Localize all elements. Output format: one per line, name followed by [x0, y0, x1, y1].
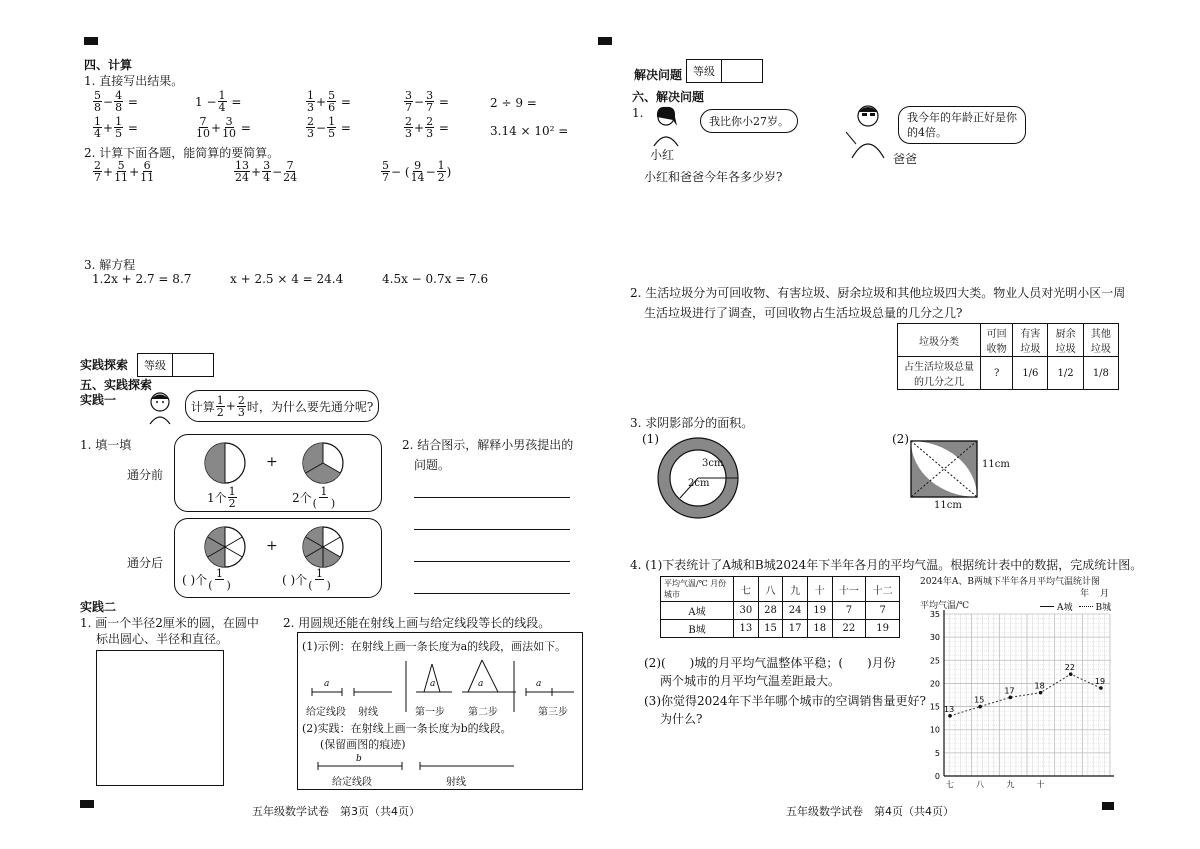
registration-mark-bottom	[80, 800, 94, 808]
garbage-value-cell: 1/6	[1013, 357, 1048, 390]
y-tick-label: 15	[929, 702, 940, 712]
series-b-data-label: 13	[944, 704, 955, 714]
before-count-b: 2个 $\frac{1}{( )}$	[292, 485, 336, 510]
garbage-value-cell: ?	[981, 357, 1013, 390]
q3-title: 3. 解方程	[84, 258, 136, 272]
expr-10: 3.14 × 10² =	[490, 124, 569, 138]
temp-cell: 7	[866, 602, 900, 620]
temp-row-a	[661, 602, 900, 620]
svg-text:b: b	[356, 754, 362, 764]
practice-text: (2)实践：在射线上画一条长度为b的线段。	[302, 722, 512, 735]
temp-cell: 7	[832, 602, 866, 620]
fill-title: 1. 填一填	[80, 438, 132, 452]
garbage-header-cell: 垃圾分类	[898, 324, 981, 357]
q3-sub2: (2)	[892, 432, 909, 446]
seg-label-1: 给定线段	[332, 777, 372, 788]
step-label-5: 第三步	[538, 707, 568, 718]
q4-3b: 为什么?	[660, 712, 703, 726]
city-cell: A城	[661, 602, 734, 620]
expr-3: $\frac{1}{3}$ + $\frac{5}{6}$ =	[307, 89, 351, 114]
q2-expr-3: $\frac{5}{7}$ − ( $\frac{9}{14}$ − $\frac{1}{2}$ )	[382, 159, 452, 184]
circle-thirds-icon	[300, 440, 346, 486]
before-label: 通分前	[127, 468, 164, 482]
q2-text-2: 生活垃圾进行了调查，可回收物占生活垃圾总量的几分之几?	[644, 306, 963, 320]
q1-title: 1. 直接写出结果。	[84, 74, 184, 88]
q2-text-1: 2. 生活垃圾分为可回收物、有害垃圾、厨余垃圾和其他垃圾四大类。物业人员对光明小区一周	[630, 286, 1126, 300]
month-cell: 八	[758, 577, 783, 602]
grade-box-left	[137, 353, 214, 377]
y-tick-label: 30	[929, 633, 940, 643]
answer-line-2	[414, 529, 570, 530]
q4-2b: 两个城市的月平均气温差距最大。	[660, 674, 841, 688]
month-cell: 十一	[832, 577, 866, 602]
chart-ylabel: 平均气温/℃	[920, 601, 970, 611]
after-label: 通分后	[127, 556, 164, 570]
after-count-b: ( )个 $\frac{1}{( )}$	[282, 567, 331, 592]
girl-speech-bubble: 我比你小27岁。	[700, 109, 798, 133]
garbage-table	[897, 323, 1119, 390]
month-cell: 九	[783, 577, 808, 602]
before-count-a: 1个 $\frac{1}{2}$	[207, 485, 236, 510]
garbage-header-cell: 其他垃圾	[1083, 324, 1118, 357]
temp-cell: 13	[734, 620, 759, 638]
series-b-point	[1069, 672, 1073, 676]
grade-label-right: 等级	[687, 60, 722, 82]
equation-2: x + 2.5 × 4 = 24.4	[230, 272, 344, 286]
solve-grade-label: 解决问题	[634, 68, 683, 82]
temperature-table	[660, 576, 900, 638]
q1-question: 小红和爸爸今年各多少岁?	[644, 170, 783, 184]
left-footer: 五年级数学试卷 第3页（共4页）	[252, 805, 420, 818]
series-b-data-label: 22	[1064, 663, 1075, 673]
garbage-value-row	[898, 357, 1119, 390]
step-label-3: 第一步	[415, 707, 445, 718]
chart-month-label: 月	[1100, 589, 1110, 599]
q2-expr-2: $\frac{13}{24}$ + $\frac{3}{4}$ − $\frac{7}{24}$	[235, 159, 298, 184]
q2-expr-1: $\frac{2}{7}$ + $\frac{5}{11}$ + $\frac{6}{11}$	[94, 159, 155, 184]
circle-sixths-icon-b	[300, 524, 346, 570]
garbage-header-cell: 可回收物	[981, 324, 1013, 357]
x-tick-label: 九	[1006, 780, 1015, 789]
legend-label-b: B城	[1095, 603, 1112, 613]
boy-speech-bubble: 计算 $\frac{1}{2}$ + $\frac{2}{3}$ 时，为什么要先通分呢?	[185, 390, 379, 422]
x-tick-label: 八	[976, 780, 985, 789]
y-tick-label: 20	[929, 679, 940, 689]
side-label-a: 11cm	[982, 459, 1010, 470]
seg-label-2: 射线	[446, 777, 466, 788]
q2-title: 2. 计算下面各题，能简算的要简算。	[84, 146, 280, 160]
series-b-point	[948, 714, 952, 718]
bubble-text-2: 时，为什么要先通分呢?	[246, 399, 374, 414]
section6-title: 六、解决问题	[632, 90, 705, 104]
temp-corner-top: 平均气温/℃ 月份	[664, 579, 727, 588]
series-b-data-label: 18	[1034, 681, 1045, 691]
temp-cell: 15	[758, 620, 783, 638]
temp-cell: 17	[783, 620, 808, 638]
y-tick-label: 25	[929, 656, 940, 666]
y-tick-label: 10	[929, 725, 940, 735]
garbage-header-cell: 有害垃圾	[1013, 324, 1048, 357]
svg-text:a: a	[430, 679, 436, 689]
square-arc-diagram	[910, 440, 978, 498]
garbage-header-cell: 厨余垃圾	[1048, 324, 1083, 357]
legend-label-a: A城	[1057, 603, 1073, 613]
q3-title-right: 3. 求阴影部分的面积。	[630, 416, 754, 430]
x-tick-label: 十	[1036, 780, 1045, 789]
expr-6: $\frac{1}{4}$ + $\frac{1}{5}$ =	[94, 115, 138, 140]
plus-sign-1: +	[266, 454, 278, 470]
expr-2: 1 − $\frac{1}{4}$ =	[195, 89, 242, 114]
step-label-1: 给定线段	[306, 707, 346, 718]
side-label-b: 11cm	[934, 500, 962, 511]
grade-label: 等级	[138, 354, 173, 376]
practice-one-label: 实践一	[80, 393, 117, 407]
q3-sub1: (1)	[642, 432, 659, 446]
grade-box-right	[686, 59, 763, 83]
q4-title: 4. (1)下表统计了A城和B城2024年下半年各月的平均气温。根据统计表中的数据，完成统计图。	[630, 558, 1143, 572]
inner-radius-label: 2cm	[688, 478, 710, 489]
answer-line-4	[414, 593, 570, 594]
q4-3a: (3)你觉得2024年下半年哪个城市的空调销售量更好?	[644, 694, 926, 708]
step-label-2: 射线	[358, 707, 378, 718]
series-b-data-label: 19	[1094, 677, 1106, 687]
expr-7: $\frac{7}{10}$ + $\frac{3}{10}$ =	[196, 115, 251, 140]
p2-q1b: 标出圆心、半径和直径。	[96, 632, 229, 646]
expr-8: $\frac{2}{3}$ − $\frac{1}{5}$ =	[307, 115, 351, 140]
boy-icon	[142, 390, 178, 426]
temp-cell: 24	[783, 602, 808, 620]
dad-speech-bubble: 我今年的年龄正好是你的4倍。	[898, 106, 1026, 144]
p2-q1: 1. 画一个半径2厘米的圆，在圆中	[80, 616, 259, 630]
temp-cell: 19	[807, 602, 832, 620]
p2-q2: 2. 用圆规还能在射线上画与给定线段等长的线段。	[283, 616, 551, 630]
series-b-point	[978, 705, 982, 709]
expr-4: $\frac{3}{7}$ − $\frac{3}{7}$ =	[405, 89, 449, 114]
series-b-data-label: 17	[1004, 686, 1015, 696]
circle-sixths-icon-a	[202, 524, 248, 570]
dad-icon	[842, 100, 892, 160]
equation-1: 1.2x + 2.7 = 8.7	[92, 272, 192, 286]
outer-radius-label: 3cm	[702, 458, 724, 469]
practice-segments	[302, 750, 578, 774]
svg-text:a: a	[478, 679, 484, 689]
q1-number: 1.	[632, 106, 644, 120]
chart-title: 2024年A、B两城下半年各月平均气温统计图	[920, 577, 1101, 587]
temp-cell: 19	[866, 620, 900, 638]
month-cell: 七	[734, 577, 759, 602]
registration-mark	[84, 37, 98, 45]
garbage-row-label: 占生活垃圾总量的几分之几	[898, 357, 981, 390]
city-cell: B城	[661, 620, 734, 638]
expr-9: $\frac{2}{3}$ + $\frac{2}{3}$ =	[405, 115, 449, 140]
x-tick-label: 七	[946, 780, 954, 789]
after-count-b-text: ( )个	[282, 573, 308, 587]
series-b-point	[1099, 686, 1103, 690]
temp-row-b	[661, 620, 900, 638]
count-a-text: 1个	[207, 491, 227, 505]
practice-two-label: 实践二	[80, 600, 117, 614]
temperature-line-chart	[920, 606, 1120, 796]
svg-text:a: a	[324, 679, 330, 689]
step-label-4: 第二步	[468, 707, 498, 718]
right-footer: 五年级数学试卷 第4页（共4页）	[786, 805, 954, 818]
chart-year-label: 年	[1080, 589, 1090, 599]
keep-trace: (保留画图的痕迹)	[320, 738, 406, 751]
practice-grade-label: 实践探索	[80, 358, 129, 372]
svg-text:a: a	[536, 679, 542, 689]
equation-3: 4.5x − 0.7x = 7.6	[382, 272, 489, 286]
series-b-point	[1009, 696, 1013, 700]
registration-mark-right	[598, 37, 612, 45]
temp-cell: 22	[832, 620, 866, 638]
registration-mark-bottom-right	[1102, 802, 1114, 810]
temp-header-row	[661, 577, 900, 602]
y-tick-label: 35	[929, 610, 940, 619]
temp-cell: 18	[807, 620, 832, 638]
after-count-a: ( )个 $\frac{1}{( )}$	[182, 567, 231, 592]
dad-name: 爸爸	[893, 152, 918, 166]
expr-1: $\frac{5}{8}$ − $\frac{4}{8}$ =	[94, 89, 138, 114]
bubble-text-1: 计算	[190, 399, 215, 414]
count-b-text: 2个	[292, 491, 312, 505]
section5-title: 五、实践探索	[80, 378, 153, 392]
month-cell: 十二	[866, 577, 900, 602]
temp-cell: 28	[758, 602, 783, 620]
series-b-point	[1039, 691, 1043, 695]
series-b-line	[950, 674, 1101, 716]
plus-sign-2: +	[266, 538, 278, 554]
drawing-box[interactable]	[96, 650, 224, 786]
garbage-header-row	[898, 324, 1119, 357]
q2b-title: 2. 结合图示，解释小男孩提出的	[402, 438, 574, 452]
expr-5: 2 ÷ 9 =	[490, 96, 537, 110]
month-cell: 十	[807, 577, 832, 602]
y-tick-label: 5	[934, 748, 940, 758]
q2b-title-2: 问题。	[414, 458, 451, 472]
circle-halves-icon	[202, 440, 248, 486]
temp-corner-bottom: 城市	[664, 590, 680, 599]
series-b-data-label: 15	[974, 695, 985, 705]
answer-line-1	[414, 497, 570, 498]
section4-title: 四、计算	[84, 58, 133, 72]
garbage-value-cell: 1/2	[1048, 357, 1083, 390]
temp-corner	[661, 577, 734, 602]
example-text: (1)示例：在射线上画一条长度为a的线段，画法如下。	[302, 640, 567, 653]
girl-name: 小红	[650, 148, 675, 162]
girl-icon	[646, 104, 688, 148]
y-tick-label: 0	[934, 772, 940, 781]
garbage-value-cell: 1/8	[1083, 357, 1118, 390]
after-count-a-text: ( )个	[182, 573, 208, 587]
answer-line-3	[414, 561, 570, 562]
q4-2a: (2)( )城的月平均气温整体平稳；( )月份	[644, 656, 896, 670]
temp-cell: 30	[734, 602, 759, 620]
